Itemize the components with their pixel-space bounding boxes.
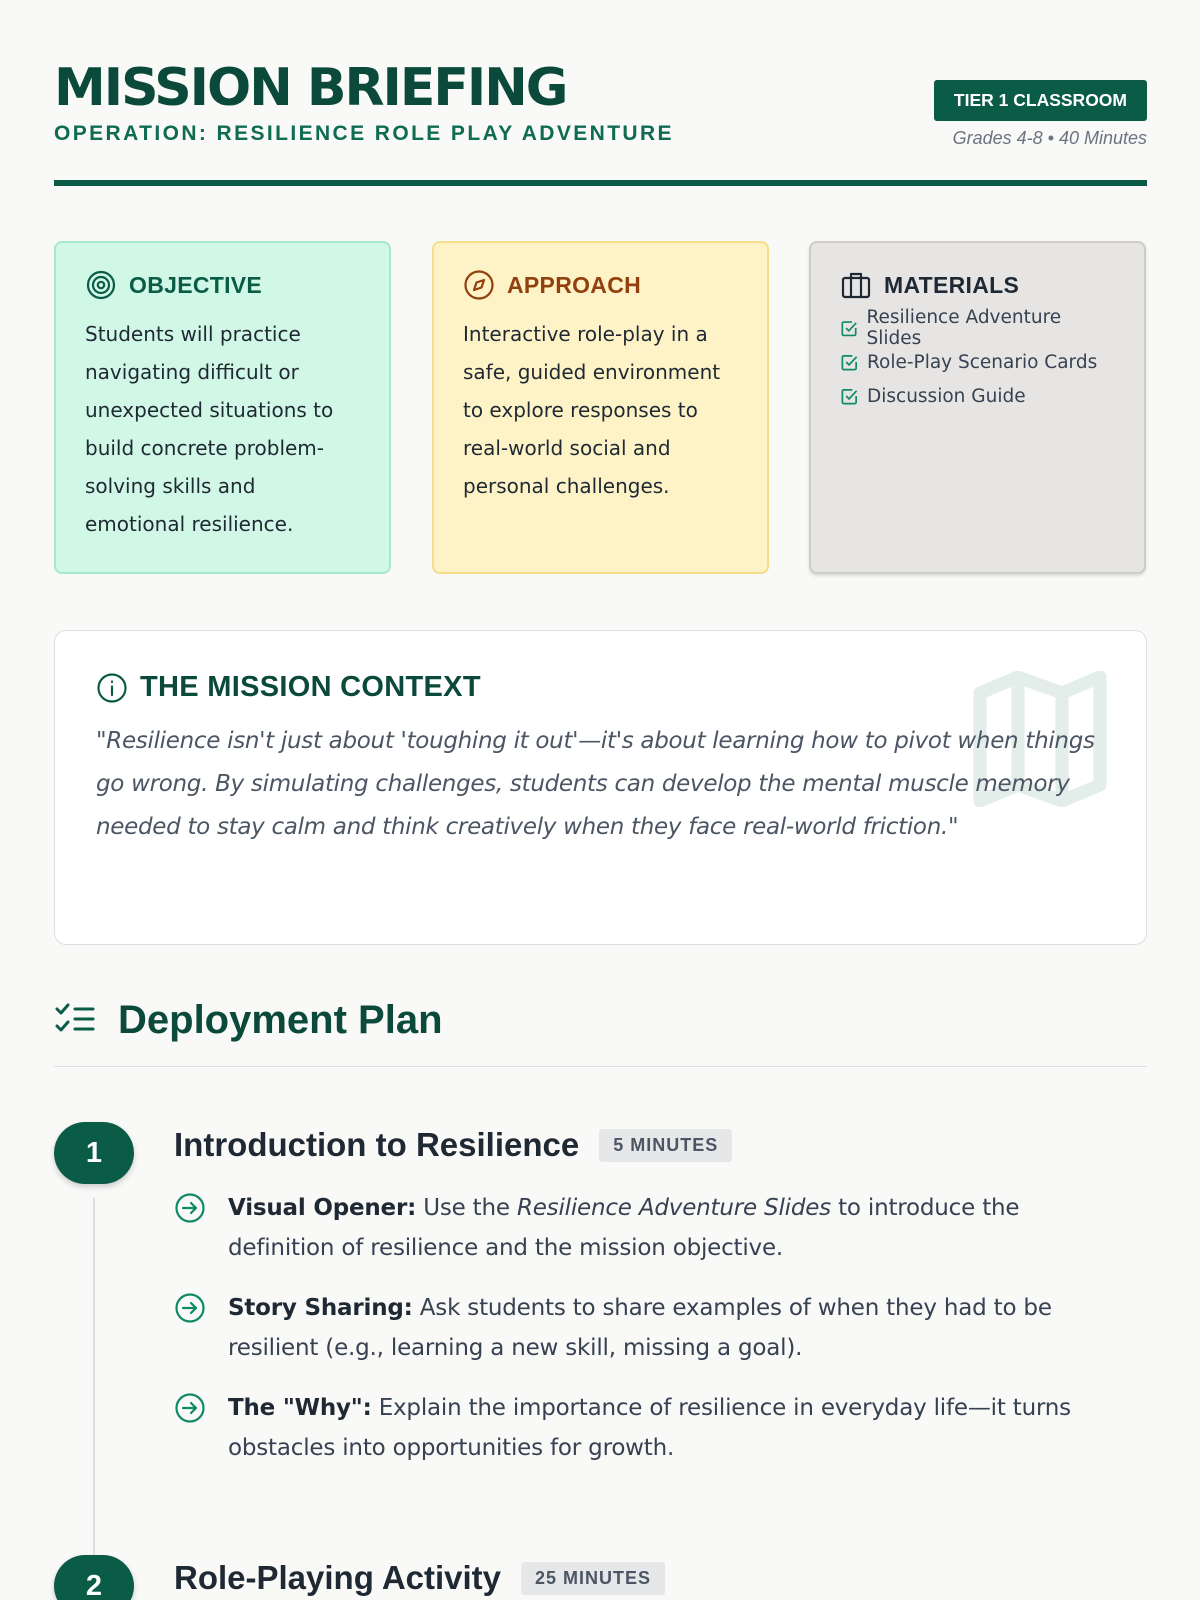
item-label: The "Why": — [228, 1395, 372, 1421]
list-item — [840, 379, 1115, 413]
materials-card — [809, 241, 1146, 574]
approach-text: Interactive role-play in a safe, guided environment to explore responses to real-world social and personal challenges. — [463, 322, 721, 498]
context-quote: "Resilience isn't just about 'toughing it out'—it's about learning how to pivot when things go wrong. By simulating challenges, students can develop the mental muscle memory needed to stay calm and think creatively when they face real-world friction." — [96, 728, 1095, 840]
checkbox-checked-icon — [840, 387, 859, 406]
item-text: Ask students to share examples of when they had to be resilient (e.g., learning a new skill, missing a goal). — [228, 1295, 1052, 1361]
step-item-text — [228, 1288, 1104, 1368]
page-title: MISSION BRIEFING — [54, 58, 567, 118]
step-title: Introduction to Resilience — [174, 1126, 580, 1163]
step-items — [174, 1188, 1104, 1488]
compass-icon — [463, 269, 495, 301]
objective-text: Students will practice navigating difficult or unexpected situations to build concrete problem-solving skills and emotional resilience. — [85, 322, 334, 536]
step-number: 1 — [54, 1122, 134, 1184]
step-item-text — [228, 1188, 1104, 1268]
list-item — [840, 345, 1115, 379]
item-text: Explain the importance of resilience in everyday life—it turns obstacles into opportunities for growth. — [228, 1395, 1071, 1461]
header — [54, 58, 1147, 188]
header-divider — [54, 180, 1147, 186]
info-icon — [96, 672, 128, 704]
list-item — [174, 1388, 1104, 1468]
target-icon — [85, 269, 117, 301]
arrow-circle-right-icon — [174, 1192, 206, 1224]
materials-title: MATERIALS — [884, 271, 1020, 298]
duration-badge: 25 MINUTES — [521, 1562, 665, 1595]
mission-context-panel — [54, 630, 1147, 945]
material-item-label: Role-Play Scenario Cards — [867, 351, 1098, 373]
arrow-circle-right-icon — [174, 1392, 206, 1424]
materials-list — [840, 307, 1115, 413]
context-title: THE MISSION CONTEXT — [140, 671, 481, 703]
checklist-icon — [54, 1000, 96, 1040]
checkbox-checked-icon — [840, 319, 858, 338]
objective-title: OBJECTIVE — [129, 271, 263, 298]
list-item — [174, 1288, 1104, 1368]
step-item-text — [228, 1388, 1104, 1468]
step-title: Role-Playing Activity — [174, 1559, 502, 1596]
material-item-label: Resilience Adventure Slides — [866, 307, 1062, 349]
deployment-plan-heading — [54, 1000, 1147, 1067]
item-emphasis: Resilience Adventure Slides — [516, 1195, 831, 1221]
material-item-label: Discussion Guide — [867, 385, 1026, 407]
tier-badge: TIER 1 CLASSROOM — [934, 80, 1147, 121]
step-connector — [93, 1198, 95, 1600]
approach-card — [432, 241, 769, 574]
item-text: to introduce the definition of resilience and the mission objective. — [228, 1195, 1020, 1261]
plan-title: Deployment Plan — [118, 998, 443, 1042]
item-label: Visual Opener: — [228, 1195, 417, 1221]
list-item — [840, 307, 1115, 349]
list-item — [174, 1188, 1104, 1268]
grades-duration: Grades 4-8 • 40 Minutes — [952, 128, 1147, 148]
page-subtitle: OPERATION: RESILIENCE ROLE PLAY ADVENTURE — [54, 122, 674, 145]
checkbox-checked-icon — [840, 353, 859, 372]
approach-title: APPROACH — [507, 271, 642, 298]
arrow-circle-right-icon — [174, 1292, 206, 1324]
objective-card — [54, 241, 391, 574]
briefcase-icon — [840, 269, 872, 301]
item-label: Story Sharing: — [228, 1295, 413, 1321]
duration-badge: 5 MINUTES — [599, 1129, 732, 1162]
step-number: 2 — [54, 1555, 134, 1600]
item-text: Use the — [416, 1195, 517, 1221]
